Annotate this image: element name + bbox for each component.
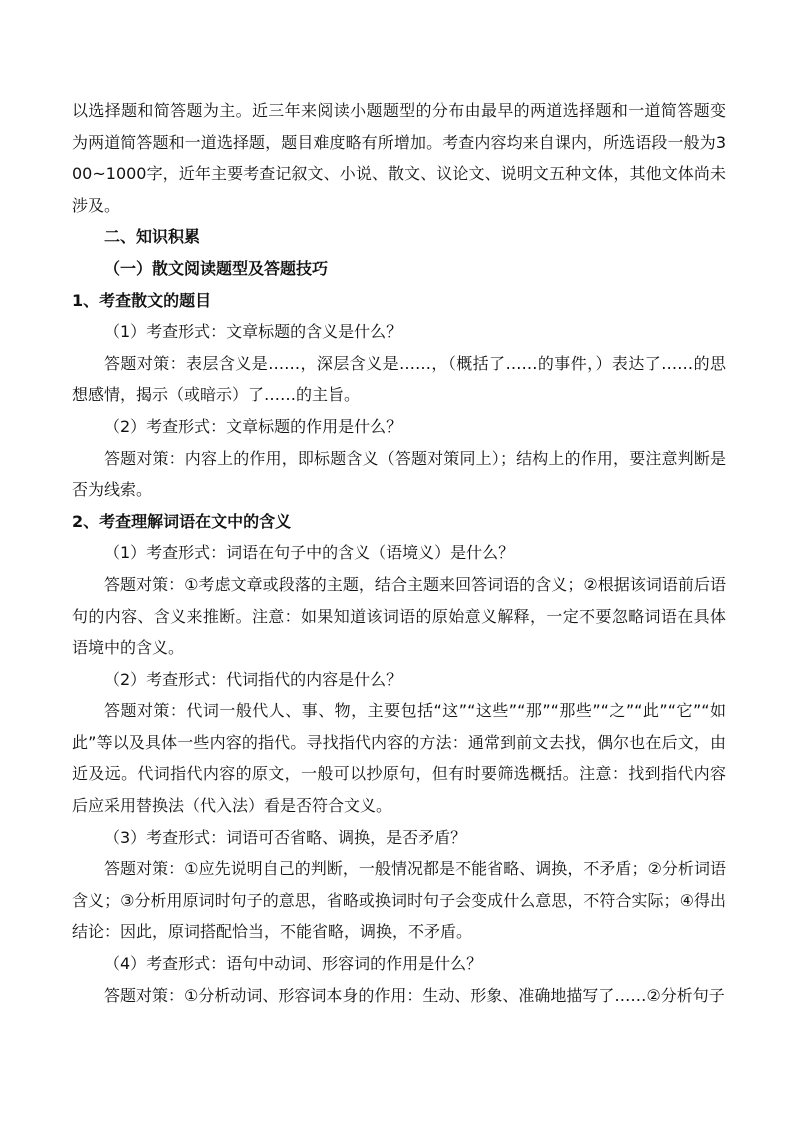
answer-pronoun: 答题对策：代词一般代人、事、物，主要包括“这”“这些”“那”“那些”“之”“此”“它”“如此”等以及具体一些内容的指代。寻找指代内容的方法：通常到前文去找，偶尔也在后文，由近及远。代词指代内容的原文，一般可以抄原句，但有时要筛选概括。注意：找到指代内容后应采用替换法（代入法）看是否符合文义。 — [72, 701, 726, 816]
question-form-word-meaning: （1）考查形式：词语在句子中的含义（语境义）是什么？ — [104, 543, 515, 563]
subsection-heading-prose: （一）散文阅读题型及答题技巧 — [104, 258, 329, 278]
document-body — [72, 95, 726, 1011]
question-form-title-meaning: （1）考查形式：文章标题的含义是什么？ — [104, 322, 403, 342]
item-heading-title: 1、考查散文的题目 — [72, 290, 212, 310]
question-form-title-function: （2）考查形式：文章标题的作用是什么？ — [104, 416, 403, 436]
answer-title-function: 答题对策：内容上的作用，即标题含义（答题对策同上）；结构上的作用，要注意判断是否为线索。 — [72, 448, 726, 500]
question-form-pronoun: （2）考查形式：代词指代的内容是什么？ — [104, 669, 403, 689]
answer-omit-swap: 答题对策：①应先说明自己的判断，一般情况都是不能省略、调换，不矛盾；②分析词语含义；③分析用原词时句子的意思，省略或换词时句子会变成什么意思，不符合实际；④得出结论：因此，原词搭配恰当，不能省略，调换，不矛盾。 — [72, 859, 726, 942]
item-heading-words: 2、考查理解词语在文中的含义 — [72, 511, 292, 531]
question-form-omit-swap: （3）考查形式：词语可否省略、调换，是否矛盾？ — [104, 827, 467, 847]
question-form-verb-adjective: （4）考查形式：语句中动词、形容词的作用是什么？ — [104, 954, 483, 974]
intro-paragraph: 以选择题和简答题为主。近三年来阅读小题题型的分布由最早的两道选择题和一道简答题变为两道简答题和一道选择题，题目难度略有所增加。考查内容均来自课内，所选语段一般为300~1000字，近年主要考查记叙文、小说、散文、议论文、说明文五种文体，其他文体尚未涉及。 — [72, 101, 726, 215]
answer-verb-adjective: 答题对策：①分析动词、形容词本身的作用：生动、形象、准确地描写了……②分析句子 — [104, 985, 725, 1005]
section-heading-knowledge: 二、知识积累 — [104, 227, 201, 247]
answer-title-meaning: 答题对策：表层含义是……，深层含义是……，（概括了……的事件，）表达了……的思想感情，揭示（或暗示）了……的主旨。 — [72, 353, 726, 405]
answer-word-meaning: 答题对策：①考虑文章或段落的主题，结合主题来回答词语的含义；②根据该词语前后语句的内容、含义来推断。注意：如果知道该词语的原始意义解释，一定不要忽略词语在具体语境中的含义。 — [72, 574, 726, 658]
